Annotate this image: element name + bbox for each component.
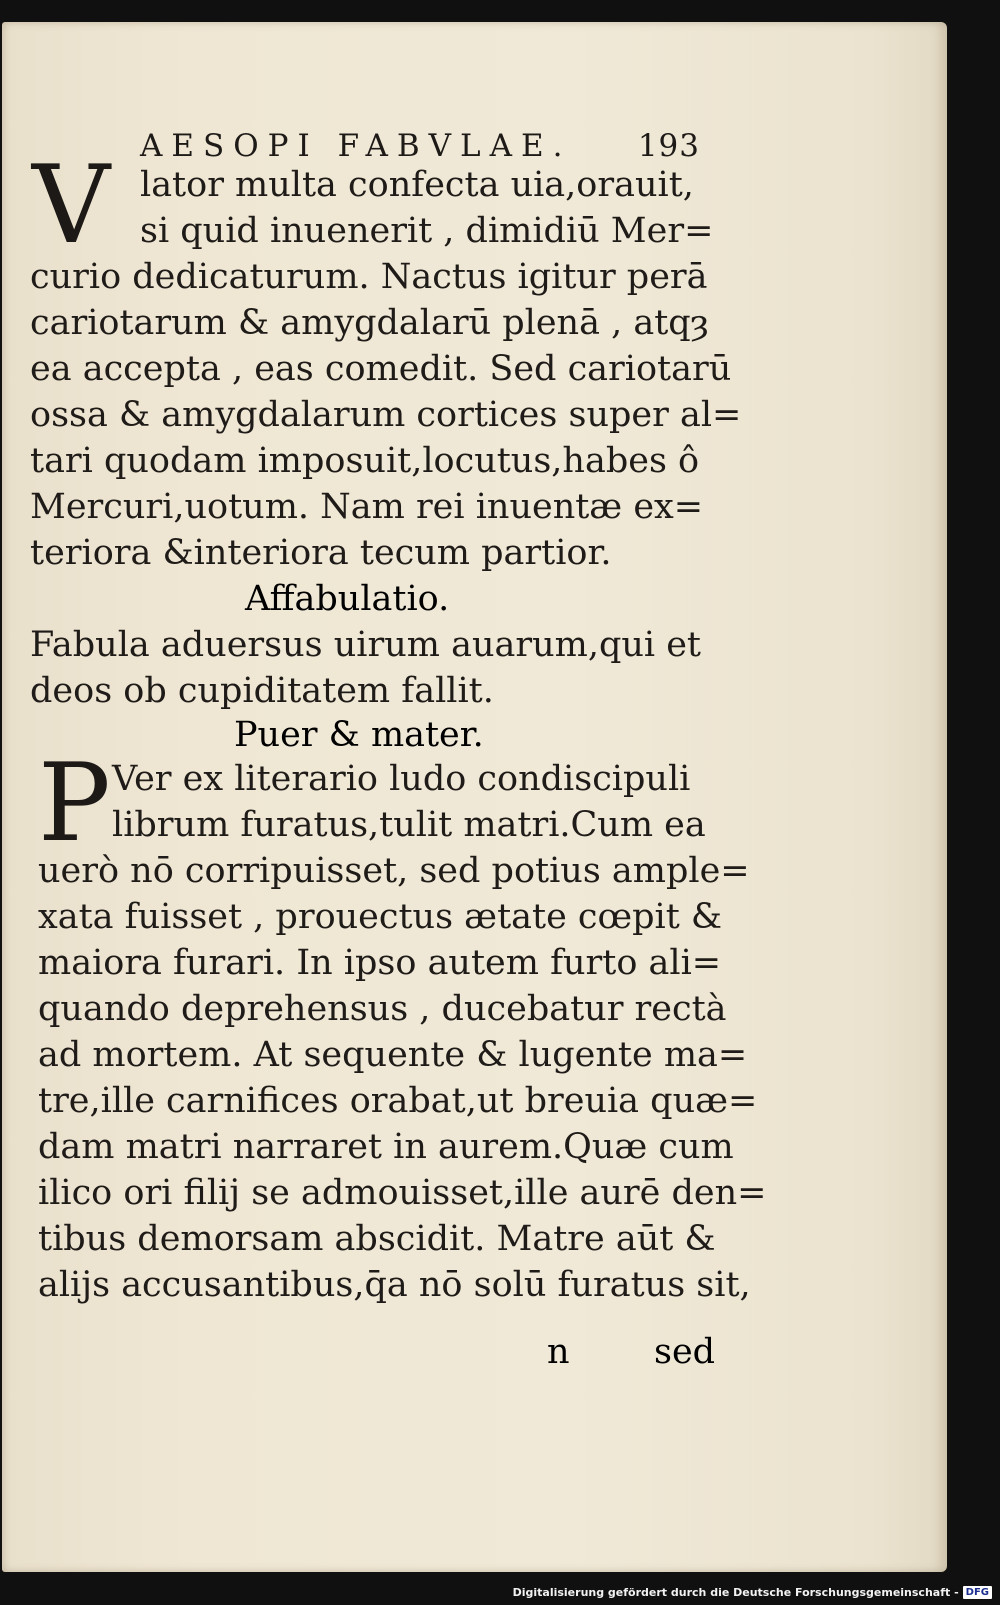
signature-mark: n: [547, 1332, 570, 1372]
affabulatio-heading: Affabulatio.: [245, 579, 450, 619]
text-line: maiora furari. In ipso autem furto ali=: [38, 943, 722, 983]
text-line: xata fuisset , prouectus ætate cœpit &: [38, 897, 723, 937]
text-line: uerò nō corripuisset, sed potius ample=: [38, 851, 750, 891]
text-line: si quid inuenerit , dimidiū Mer=: [140, 211, 714, 251]
text-line: quando deprehensus , ducebatur rectà: [38, 989, 727, 1029]
text-line: Fabula aduersus uirum auarum,qui et: [30, 625, 701, 665]
text-line: ossa & amygdalarum cortices super al=: [30, 395, 742, 435]
text-line: Ver ex literario ludo condiscipuli: [112, 759, 691, 799]
fable-heading: Puer & mater.: [234, 715, 484, 755]
credit-text: Digitalisierung gefördert durch die Deutsche Forschungsgemeinschaft -: [512, 1585, 959, 1599]
text-line: deos ob cupiditatem fallit.: [30, 671, 494, 711]
text-line: curio dedicaturum. Nactus igitur perā: [30, 257, 708, 297]
text-line: Mercuri,uotum. Nam rei inuentæ ex=: [30, 487, 704, 527]
catchword: sed: [654, 1332, 716, 1372]
dropcap-p: P: [38, 741, 111, 866]
text-line: tre,ille carnifices orabat,ut breuia quæ=: [38, 1081, 758, 1121]
catchword-line: [2, 1332, 716, 1378]
text-line: ea accepta , eas comedit. Sed cariotarū: [30, 349, 732, 389]
text-line: dam matri narraret in aurem.Quæ cum: [38, 1127, 734, 1167]
text-line: cariotarum & amygdalarū plenā , atqȝ: [30, 303, 709, 343]
text-line: alijs accusantibus,q̄a nō solū furatus sit,: [38, 1265, 751, 1305]
text-line: librum furatus,tulit matri.Cum ea: [112, 805, 706, 845]
text-line: tibus demorsam abscidit. Matre aūt &: [38, 1219, 716, 1259]
dfg-logo: DFG: [963, 1586, 992, 1599]
text-line: ad mortem. At sequente & lugente ma=: [38, 1035, 748, 1075]
dropcap-v: V: [32, 143, 110, 268]
digitization-credit: [513, 1583, 992, 1601]
running-head-title: AESOPI FABVLAE.: [140, 128, 572, 164]
text-line: teriora &interiora tecum partior.: [30, 533, 612, 573]
text-line: tari quodam imposuit,locutus,habes ô: [30, 441, 700, 481]
page-number: 193: [637, 128, 700, 164]
text-line: lator multa confecta uia,orauit,: [140, 165, 694, 205]
text-line: ilico ori filij se admouisset,ille aurē den=: [38, 1173, 767, 1213]
book-page: [2, 22, 947, 1572]
